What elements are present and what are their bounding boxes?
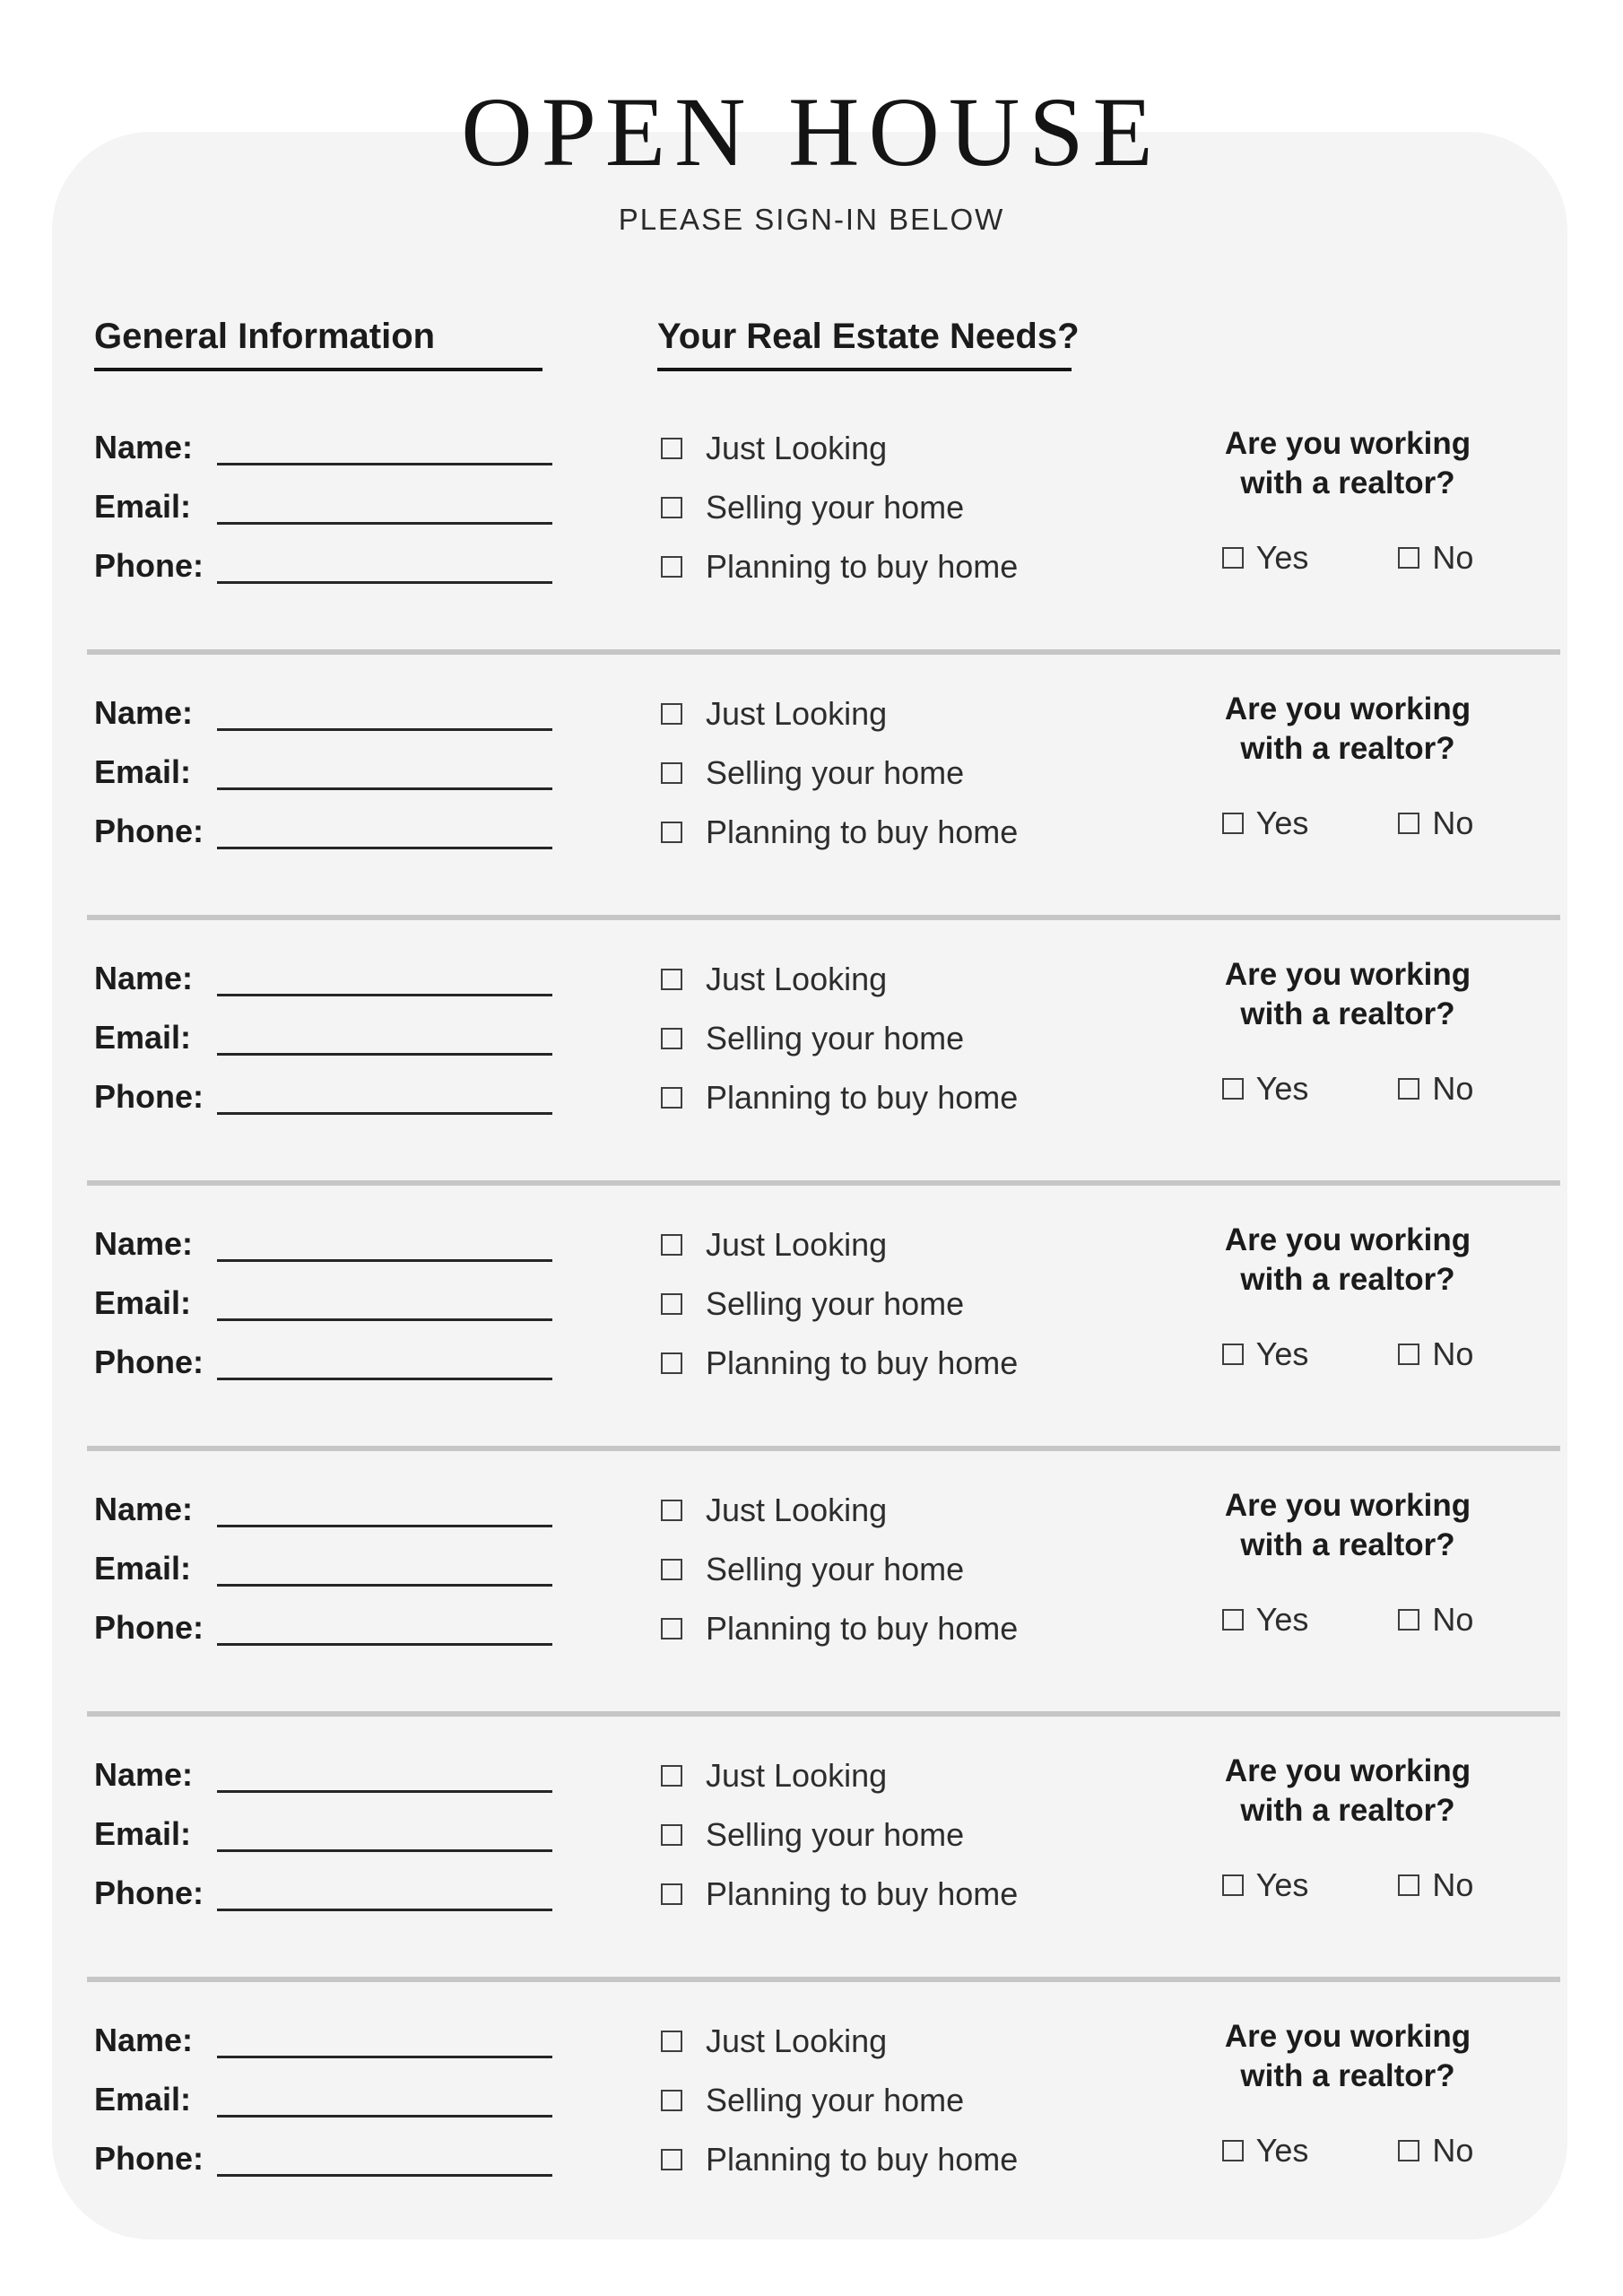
signin-row bbox=[52, 1197, 1567, 1463]
phone-input-line[interactable] bbox=[217, 1909, 552, 1911]
option-label: Selling your home bbox=[706, 754, 965, 791]
name-input-line[interactable] bbox=[217, 994, 552, 996]
name-label: Name: bbox=[94, 1491, 194, 1527]
realtor-question bbox=[1168, 1221, 1527, 1300]
general-info-fields bbox=[94, 1472, 552, 1649]
realtor-question-line2: with a realtor? bbox=[1240, 1793, 1455, 1828]
realtor-question-line1: Are you working bbox=[1224, 426, 1471, 461]
realtor-option-no bbox=[1398, 539, 1473, 577]
realtor-question-line2: with a realtor? bbox=[1240, 1527, 1455, 1562]
option-selling-your-home bbox=[661, 1009, 1018, 1068]
realtor-question-line1: Are you working bbox=[1224, 1488, 1471, 1523]
name-field bbox=[94, 410, 552, 469]
general-info-fields bbox=[94, 675, 552, 853]
heading-underline bbox=[657, 368, 1072, 371]
heading-underline bbox=[94, 368, 542, 371]
realtor-option-yes bbox=[1222, 1601, 1309, 1639]
email-label: Email: bbox=[94, 1550, 192, 1587]
signin-card bbox=[52, 132, 1567, 2239]
no-label: No bbox=[1432, 539, 1474, 576]
yes-checkbox-icon[interactable] bbox=[1222, 1874, 1244, 1896]
row-divider bbox=[87, 1446, 1560, 1451]
checkbox-icon[interactable] bbox=[661, 1618, 682, 1639]
option-just-looking bbox=[661, 684, 1018, 744]
phone-input-line[interactable] bbox=[217, 1378, 552, 1380]
name-input-line[interactable] bbox=[217, 728, 552, 731]
section-header-general-information bbox=[94, 316, 542, 371]
realtor-question bbox=[1168, 2017, 1527, 2096]
email-input-line[interactable] bbox=[217, 1584, 552, 1587]
realtor-question-line2: with a realtor? bbox=[1240, 996, 1455, 1031]
real-estate-needs-options bbox=[661, 950, 1018, 1127]
phone-field bbox=[94, 1325, 552, 1384]
checkbox-icon[interactable] bbox=[661, 2149, 682, 2170]
option-selling-your-home bbox=[661, 2071, 1018, 2130]
yes-label: Yes bbox=[1255, 1070, 1309, 1107]
no-checkbox-icon[interactable] bbox=[1398, 1609, 1419, 1631]
email-input-line[interactable] bbox=[217, 1318, 552, 1321]
email-label: Email: bbox=[94, 2081, 192, 2118]
name-field bbox=[94, 941, 552, 1000]
name-input-line[interactable] bbox=[217, 1259, 552, 1262]
section-header-real-estate-needs bbox=[657, 316, 1080, 371]
yes-label: Yes bbox=[1255, 539, 1309, 576]
option-label: Selling your home bbox=[706, 1285, 965, 1322]
real-estate-needs-options bbox=[661, 684, 1018, 862]
name-label: Name: bbox=[94, 429, 194, 465]
name-label: Name: bbox=[94, 694, 194, 731]
name-field bbox=[94, 675, 552, 735]
checkbox-icon[interactable] bbox=[661, 2090, 682, 2111]
general-info-fields bbox=[94, 1737, 552, 1915]
option-label: Selling your home bbox=[706, 2082, 965, 2118]
real-estate-needs-options bbox=[661, 419, 1018, 596]
name-label: Name: bbox=[94, 1756, 194, 1793]
checkbox-icon[interactable] bbox=[661, 556, 682, 578]
email-input-line[interactable] bbox=[217, 522, 552, 525]
no-label: No bbox=[1432, 1866, 1474, 1903]
email-label: Email: bbox=[94, 1815, 192, 1852]
option-just-looking bbox=[661, 950, 1018, 1009]
name-field bbox=[94, 1737, 552, 1796]
realtor-question-line1: Are you working bbox=[1224, 1753, 1471, 1788]
name-field bbox=[94, 1472, 552, 1531]
realtor-option-no bbox=[1398, 2132, 1473, 2170]
option-label: Planning to buy home bbox=[706, 548, 1019, 585]
email-label: Email: bbox=[94, 1284, 192, 1321]
email-field bbox=[94, 1000, 552, 1059]
yes-label: Yes bbox=[1255, 1335, 1309, 1372]
yes-checkbox-icon[interactable] bbox=[1222, 1609, 1244, 1631]
checkbox-icon[interactable] bbox=[661, 1824, 682, 1846]
option-label: Just Looking bbox=[706, 1757, 888, 1794]
signin-row bbox=[52, 1463, 1567, 1728]
email-field bbox=[94, 2062, 552, 2121]
realtor-question-line2: with a realtor? bbox=[1240, 731, 1455, 766]
realtor-option-yes bbox=[1222, 804, 1309, 842]
option-label: Selling your home bbox=[706, 1816, 965, 1853]
realtor-option-yes bbox=[1222, 539, 1309, 577]
general-info-fields bbox=[94, 410, 552, 587]
yes-checkbox-icon[interactable] bbox=[1222, 813, 1244, 834]
option-planning-to-buy-home bbox=[661, 1068, 1018, 1127]
general-info-fields bbox=[94, 2003, 552, 2180]
realtor-option-no bbox=[1398, 1866, 1473, 1904]
checkbox-icon[interactable] bbox=[661, 438, 682, 459]
email-input-line[interactable] bbox=[217, 1053, 552, 1056]
phone-label: Phone: bbox=[94, 1344, 204, 1380]
realtor-question-line1: Are you working bbox=[1224, 691, 1471, 726]
realtor-option-yes bbox=[1222, 1070, 1309, 1108]
realtor-question-block bbox=[1168, 1221, 1527, 1373]
signin-row bbox=[52, 401, 1567, 666]
general-information-heading: General Information bbox=[94, 317, 436, 356]
no-label: No bbox=[1432, 2132, 1474, 2169]
realtor-question bbox=[1168, 424, 1527, 503]
name-input-line[interactable] bbox=[217, 1790, 552, 1793]
realtor-question-line2: with a realtor? bbox=[1240, 465, 1455, 500]
name-input-line[interactable] bbox=[217, 2056, 552, 2058]
row-divider bbox=[87, 915, 1560, 920]
option-planning-to-buy-home bbox=[661, 1334, 1018, 1393]
email-input-line[interactable] bbox=[217, 1849, 552, 1852]
checkbox-icon[interactable] bbox=[661, 1293, 682, 1315]
option-label: Just Looking bbox=[706, 2022, 888, 2059]
checkbox-icon[interactable] bbox=[661, 1765, 682, 1787]
name-label: Name: bbox=[94, 2022, 194, 2058]
option-just-looking bbox=[661, 1215, 1018, 1274]
option-just-looking bbox=[661, 1746, 1018, 1805]
realtor-yes-no bbox=[1168, 1335, 1527, 1373]
option-selling-your-home bbox=[661, 744, 1018, 803]
option-label: Just Looking bbox=[706, 1226, 888, 1263]
yes-checkbox-icon[interactable] bbox=[1222, 1078, 1244, 1100]
signin-row bbox=[52, 1994, 1567, 2239]
phone-input-line[interactable] bbox=[217, 581, 552, 584]
realtor-question bbox=[1168, 1486, 1527, 1565]
phone-label: Phone: bbox=[94, 1874, 204, 1911]
no-label: No bbox=[1432, 1335, 1474, 1372]
realtor-yes-no bbox=[1168, 1601, 1527, 1639]
option-selling-your-home bbox=[661, 1274, 1018, 1334]
phone-field bbox=[94, 1856, 552, 1915]
realtor-yes-no bbox=[1168, 804, 1527, 842]
phone-field bbox=[94, 1590, 552, 1649]
realtor-option-no bbox=[1398, 1335, 1473, 1373]
no-checkbox-icon[interactable] bbox=[1398, 547, 1419, 569]
realtor-question-block bbox=[1168, 1486, 1527, 1639]
name-label: Name: bbox=[94, 960, 194, 996]
option-selling-your-home bbox=[661, 478, 1018, 537]
option-label: Planning to buy home bbox=[706, 1610, 1019, 1647]
realtor-option-yes bbox=[1222, 1866, 1309, 1904]
no-checkbox-icon[interactable] bbox=[1398, 1078, 1419, 1100]
checkbox-icon[interactable] bbox=[661, 1559, 682, 1580]
realtor-question-line1: Are you working bbox=[1224, 1222, 1471, 1257]
realtor-question-block bbox=[1168, 690, 1527, 842]
option-label: Planning to buy home bbox=[706, 813, 1019, 850]
realtor-question bbox=[1168, 955, 1527, 1034]
realtor-question-block bbox=[1168, 2017, 1527, 2170]
realtor-option-yes bbox=[1222, 1335, 1309, 1373]
general-info-fields bbox=[94, 1206, 552, 1384]
checkbox-icon[interactable] bbox=[661, 1352, 682, 1374]
option-planning-to-buy-home bbox=[661, 537, 1018, 596]
no-checkbox-icon[interactable] bbox=[1398, 1874, 1419, 1896]
phone-input-line[interactable] bbox=[217, 2174, 552, 2177]
name-input-line[interactable] bbox=[217, 1525, 552, 1527]
option-selling-your-home bbox=[661, 1540, 1018, 1599]
option-selling-your-home bbox=[661, 1805, 1018, 1865]
phone-label: Phone: bbox=[94, 813, 204, 849]
option-planning-to-buy-home bbox=[661, 2130, 1018, 2189]
yes-checkbox-icon[interactable] bbox=[1222, 1344, 1244, 1365]
email-label: Email: bbox=[94, 488, 192, 525]
phone-label: Phone: bbox=[94, 1609, 204, 1646]
name-field bbox=[94, 1206, 552, 1265]
no-label: No bbox=[1432, 1601, 1474, 1638]
phone-field bbox=[94, 1059, 552, 1118]
name-input-line[interactable] bbox=[217, 463, 552, 465]
checkbox-icon[interactable] bbox=[661, 1500, 682, 1521]
email-field bbox=[94, 735, 552, 794]
real-estate-needs-options bbox=[661, 2012, 1018, 2189]
email-field bbox=[94, 1796, 552, 1856]
checkbox-icon[interactable] bbox=[661, 497, 682, 518]
realtor-option-no bbox=[1398, 804, 1473, 842]
name-label: Name: bbox=[94, 1225, 194, 1262]
realtor-question-block bbox=[1168, 424, 1527, 577]
realtor-question-line2: with a realtor? bbox=[1240, 2058, 1455, 2093]
phone-input-line[interactable] bbox=[217, 1112, 552, 1115]
checkbox-icon[interactable] bbox=[661, 762, 682, 784]
realtor-question bbox=[1168, 1752, 1527, 1831]
no-checkbox-icon[interactable] bbox=[1398, 1344, 1419, 1365]
yes-label: Yes bbox=[1255, 1866, 1309, 1903]
realtor-yes-no bbox=[1168, 539, 1527, 577]
realtor-question bbox=[1168, 690, 1527, 769]
option-just-looking bbox=[661, 2012, 1018, 2071]
phone-field bbox=[94, 528, 552, 587]
option-planning-to-buy-home bbox=[661, 803, 1018, 862]
row-divider bbox=[87, 649, 1560, 655]
general-info-fields bbox=[94, 941, 552, 1118]
checkbox-icon[interactable] bbox=[661, 2031, 682, 2052]
option-planning-to-buy-home bbox=[661, 1865, 1018, 1924]
real-estate-needs-options bbox=[661, 1481, 1018, 1658]
checkbox-icon[interactable] bbox=[661, 1883, 682, 1905]
realtor-yes-no bbox=[1168, 1866, 1527, 1904]
signin-row bbox=[52, 666, 1567, 932]
real-estate-needs-options bbox=[661, 1215, 1018, 1393]
email-input-line[interactable] bbox=[217, 787, 552, 790]
option-just-looking bbox=[661, 1481, 1018, 1540]
real-estate-needs-options bbox=[661, 1746, 1018, 1924]
email-field bbox=[94, 469, 552, 528]
phone-label: Phone: bbox=[94, 1078, 204, 1115]
phone-label: Phone: bbox=[94, 547, 204, 584]
realtor-option-yes bbox=[1222, 2132, 1309, 2170]
option-label: Selling your home bbox=[706, 1551, 965, 1587]
row-divider bbox=[87, 1977, 1560, 1982]
option-label: Planning to buy home bbox=[706, 2141, 1019, 2178]
option-label: Planning to buy home bbox=[706, 1079, 1019, 1116]
phone-label: Phone: bbox=[94, 2140, 204, 2177]
checkbox-icon[interactable] bbox=[661, 1087, 682, 1109]
checkbox-icon[interactable] bbox=[661, 822, 682, 843]
checkbox-icon[interactable] bbox=[661, 969, 682, 990]
email-label: Email: bbox=[94, 1019, 192, 1056]
signin-row bbox=[52, 932, 1567, 1197]
row-divider bbox=[87, 1180, 1560, 1186]
page-title: OPEN HOUSE bbox=[461, 77, 1162, 187]
option-label: Planning to buy home bbox=[706, 1875, 1019, 1912]
no-label: No bbox=[1432, 1070, 1474, 1107]
email-field bbox=[94, 1531, 552, 1590]
email-input-line[interactable] bbox=[217, 2115, 552, 2118]
realtor-question-line2: with a realtor? bbox=[1240, 1262, 1455, 1297]
yes-label: Yes bbox=[1255, 1601, 1309, 1638]
realtor-question-block bbox=[1168, 1752, 1527, 1904]
option-label: Just Looking bbox=[706, 961, 888, 997]
no-checkbox-icon[interactable] bbox=[1398, 2140, 1419, 2161]
realtor-question-block bbox=[1168, 955, 1527, 1108]
phone-field bbox=[94, 794, 552, 853]
phone-field bbox=[94, 2121, 552, 2180]
realtor-yes-no bbox=[1168, 1070, 1527, 1108]
email-label: Email: bbox=[94, 753, 192, 790]
yes-checkbox-icon[interactable] bbox=[1222, 2140, 1244, 2161]
option-label: Just Looking bbox=[706, 1492, 888, 1528]
signin-row bbox=[52, 1728, 1567, 1994]
yes-checkbox-icon[interactable] bbox=[1222, 547, 1244, 569]
name-field bbox=[94, 2003, 552, 2062]
phone-input-line[interactable] bbox=[217, 847, 552, 849]
real-estate-needs-heading: Your Real Estate Needs? bbox=[657, 317, 1080, 356]
email-field bbox=[94, 1265, 552, 1325]
yes-label: Yes bbox=[1255, 804, 1309, 841]
realtor-question-line1: Are you working bbox=[1224, 2019, 1471, 2054]
realtor-yes-no bbox=[1168, 2132, 1527, 2170]
option-planning-to-buy-home bbox=[661, 1599, 1018, 1658]
realtor-option-no bbox=[1398, 1601, 1473, 1639]
page-subtitle: PLEASE SIGN-IN BELOW bbox=[618, 203, 1005, 236]
row-divider bbox=[87, 1711, 1560, 1717]
option-label: Selling your home bbox=[706, 1020, 965, 1057]
checkbox-icon[interactable] bbox=[661, 1234, 682, 1256]
realtor-option-no bbox=[1398, 1070, 1473, 1108]
checkbox-icon[interactable] bbox=[661, 1028, 682, 1049]
signin-rows bbox=[52, 401, 1567, 2239]
option-label: Just Looking bbox=[706, 695, 888, 732]
option-label: Planning to buy home bbox=[706, 1344, 1019, 1381]
phone-input-line[interactable] bbox=[217, 1643, 552, 1646]
option-label: Selling your home bbox=[706, 489, 965, 526]
option-just-looking bbox=[661, 419, 1018, 478]
checkbox-icon[interactable] bbox=[661, 703, 682, 725]
yes-label: Yes bbox=[1255, 2132, 1309, 2169]
no-label: No bbox=[1432, 804, 1474, 841]
no-checkbox-icon[interactable] bbox=[1398, 813, 1419, 834]
option-label: Just Looking bbox=[706, 430, 888, 466]
realtor-question-line1: Are you working bbox=[1224, 957, 1471, 992]
